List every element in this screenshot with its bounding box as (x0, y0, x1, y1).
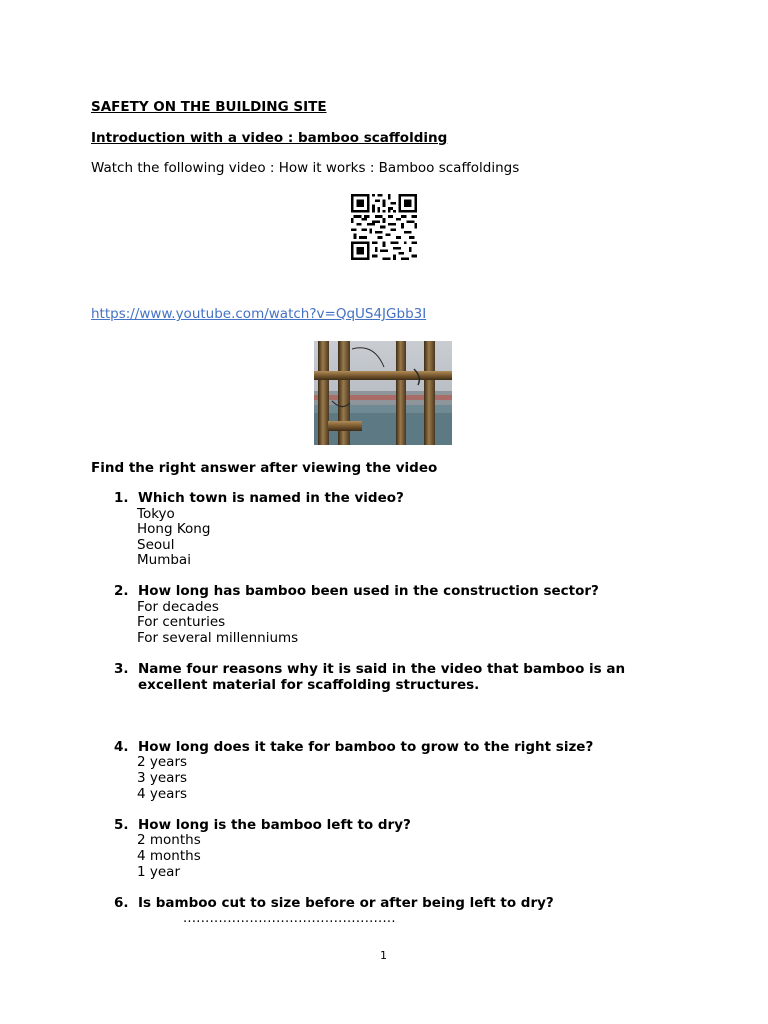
question-number: 5. (114, 817, 129, 833)
question-number: 4. (114, 739, 129, 755)
question-text: How long is the bamboo left to dry? (138, 817, 411, 833)
youtube-video-link[interactable]: https://www.youtube.com/watch?v=QqUS4JGbb3I (91, 306, 427, 322)
question-text: How long has bamboo been used in the construction sector? (138, 583, 599, 599)
answer-option: 2 months (137, 832, 201, 848)
answer-option: 2 years (137, 754, 188, 770)
question-number: 3. (114, 661, 129, 677)
page-number: 1 (380, 949, 387, 962)
question-text: Name four reasons why it is said in the video that bamboo is an excellent material for scaffolding structures. (138, 661, 626, 693)
answer-option: Seoul (137, 537, 175, 553)
answer-option: 4 years (137, 786, 188, 802)
intro-text: Watch the following video : How it works : Bamboo scaffoldings (91, 160, 520, 176)
video-section-title: Introduction with a video : bamboo scaffolding (91, 130, 448, 146)
answer-option: 1 year (137, 864, 180, 880)
bamboo-scaffolding-photo (314, 341, 452, 445)
answer-option: Mumbai (137, 552, 191, 568)
answer-blank-line: ................................................ (183, 911, 396, 926)
question-number: 6. (114, 895, 129, 911)
qr-code-graphic (350, 194, 418, 260)
bamboo-scaffolding-illustration (314, 341, 452, 445)
answer-option: For centuries (137, 614, 226, 630)
question-number: 2. (114, 583, 129, 599)
qr-code[interactable] (350, 194, 418, 260)
document-title: SAFETY ON THE BUILDING SITE (91, 99, 327, 115)
answer-option: Hong Kong (137, 521, 211, 537)
question-text: Is bamboo cut to size before or after being left to dry? (138, 895, 554, 911)
question-number: 1. (114, 490, 129, 506)
questions-heading: Find the right answer after viewing the video (91, 460, 438, 476)
question-text: Which town is named in the video? (138, 490, 404, 506)
answer-option: 3 years (137, 770, 188, 786)
answer-option: For several millenniums (137, 630, 299, 646)
answer-option: For decades (137, 599, 219, 615)
question-text: How long does it take for bamboo to grow to the right size? (138, 739, 594, 755)
answer-option: 4 months (137, 848, 201, 864)
answer-option: Tokyo (137, 506, 175, 522)
